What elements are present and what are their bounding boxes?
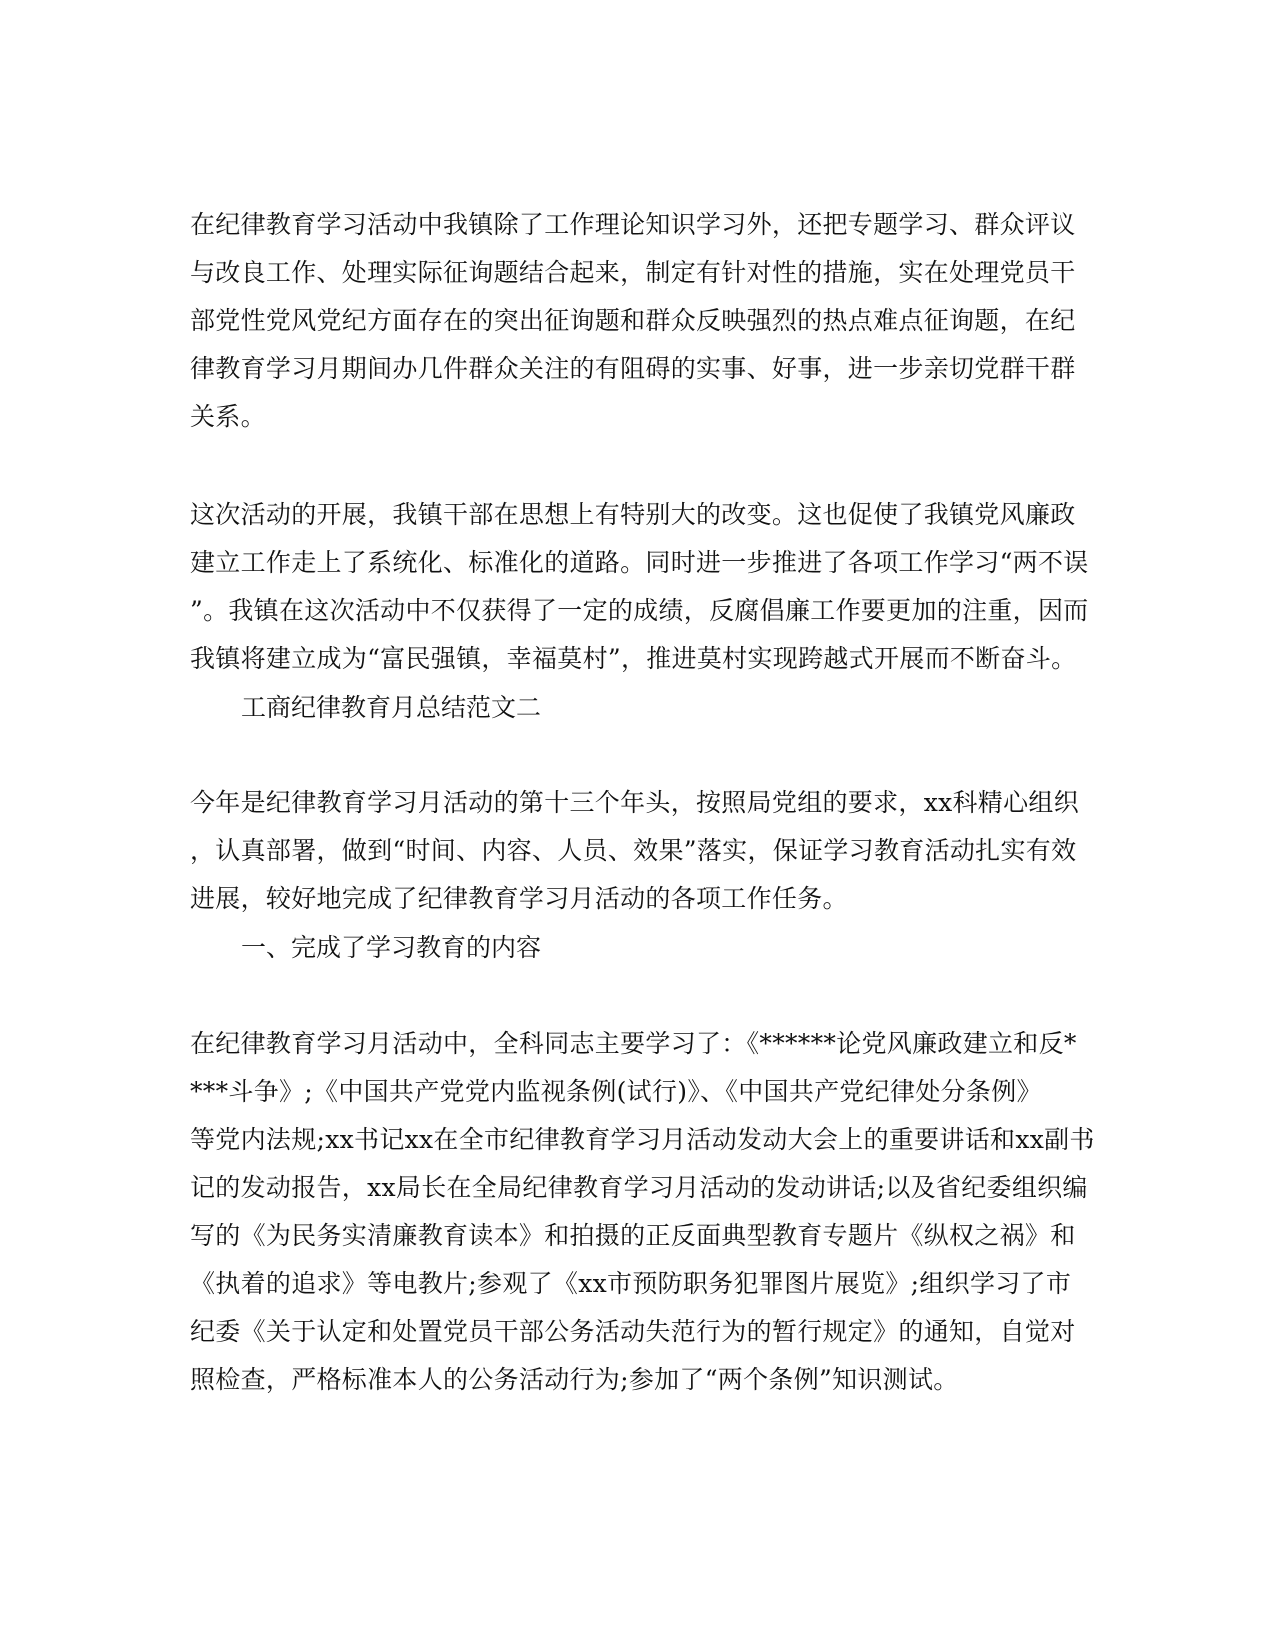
paragraph-line: 我镇将建立成为“富民强镇，幸福莫村”，推进莫村实现跨越式开展而不断奋斗。	[190, 644, 1077, 673]
paragraph-line: 关系。	[190, 402, 266, 431]
section-heading-1: 一、完成了学习教育的内容	[241, 933, 542, 962]
paragraph-line: 等党内法规;xx书记xx在全市纪律教育学习月活动发动大会上的重要讲话和xx副书	[190, 1125, 1095, 1154]
paragraph-line: 在纪律教育学习月活动中，全科同志主要学习了：《******论党风廉政建立和反*	[190, 1029, 1077, 1058]
paragraph-line: 这次活动的开展，我镇干部在思想上有特别大的改变。这也促使了我镇党风廉政	[190, 500, 1076, 529]
section-heading-fanwen-2: 工商纪律教育月总结范文二	[241, 693, 542, 722]
paragraph-line: 照检查，严格标准本人的公务活动行为;参加了“两个条例”知识测试。	[190, 1365, 959, 1394]
paragraph-line: 今年是纪律教育学习月活动的第十三个年头，按照局党组的要求，xx科精心组织	[190, 788, 1080, 817]
paragraph-line: ”。我镇在这次活动中不仅获得了一定的成绩，反腐倡廉工作要更加的注重，因而	[190, 596, 1089, 625]
paragraph-line: 在纪律教育学习活动中我镇除了工作理论知识学习外，还把专题学习、群众评议	[190, 210, 1076, 239]
paragraph-line: 律教育学习月期间办几件群众关注的有阻碍的实事、好事，进一步亲切党群干群	[190, 354, 1076, 383]
paragraph-3	[190, 779, 1085, 923]
paragraph-line: 建立工作走上了系统化、标准化的道路。同时进一步推进了各项工作学习“两不误	[190, 548, 1089, 577]
paragraph-line: ***斗争》;《中国共产党党内监视条例(试行)》、《中国共产党纪律处分条例》	[190, 1077, 1042, 1106]
paragraph-line: 部党性党风党纪方面存在的突出征询题和群众反映强烈的热点难点征询题，在纪	[190, 306, 1076, 335]
paragraph-line: ，认真部署，做到“时间、内容、人员、效果”落实，保证学习教育活动扎实有效	[190, 836, 1077, 865]
paragraph-line: 记的发动报告，xx局长在全局纪律教育学习月活动的发动讲话;以及省纪委组织编	[190, 1173, 1088, 1202]
paragraph-line: 写的《为民务实清廉教育读本》和拍摄的正反面典型教育专题片《纵权之祸》和	[190, 1221, 1076, 1250]
paragraph-2	[190, 491, 1089, 683]
paragraph-line: 《执着的追求》等电教片;参观了《xx市预防职务犯罪图片展览》;组织学习了市	[190, 1269, 1072, 1298]
paragraph-line: 进展，较好地完成了纪律教育学习月活动的各项工作任务。	[190, 884, 848, 913]
paragraph-4	[190, 1020, 1095, 1404]
paragraph-line: 纪委《关于认定和处置党员干部公务活动失范行为的暂行规定》的通知，自觉对	[190, 1317, 1076, 1346]
paragraph-line: 与改良工作、处理实际征询题结合起来，制定有针对性的措施，实在处理党员干	[190, 258, 1076, 287]
paragraph-1	[190, 201, 1085, 441]
